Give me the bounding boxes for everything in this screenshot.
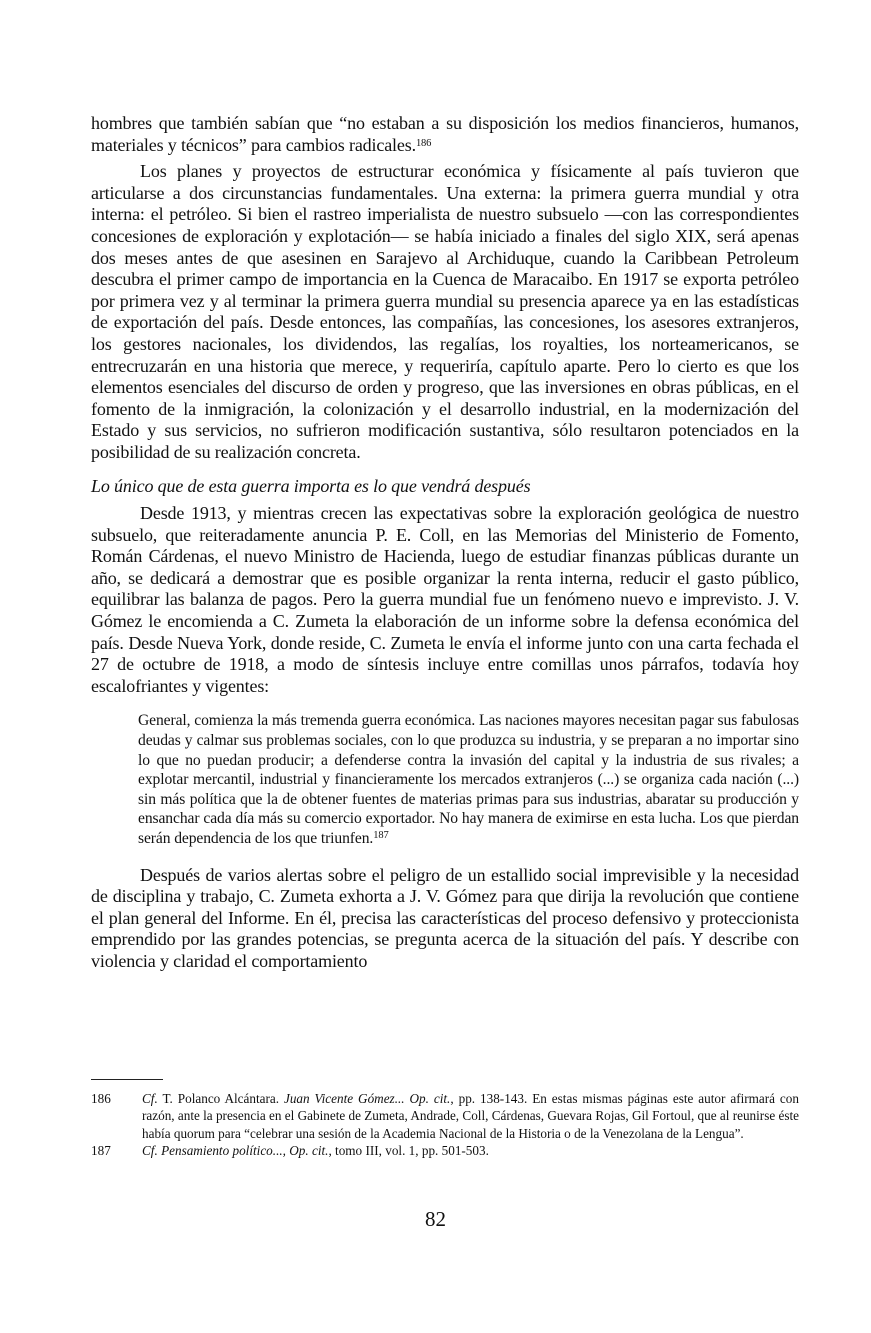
block-quote	[138, 711, 799, 848]
footnote-rest: , pp. 138-143. En estas mismas páginas este autor afirmará con razón, ante la presencia en el Gabinete de Zumeta, Andrade, Coll, Cárdenas, Guevara Rojas, Gil Fortoul, que al reunirse éste había quorum para “celebrar una sesión de la Academia Nacional de la Historia o de la Venezolana de la Lengua”.	[142, 1091, 799, 1141]
footnote-text	[142, 1142, 799, 1159]
paragraph-1	[91, 113, 799, 156]
footnote-number: 186	[91, 1091, 111, 1106]
paragraph-2: Los planes y proyectos de estructurar económica y físicamente al país tuvieron que articularse a dos circunstancias fundamentales. Una externa: la primera guerra mundial y otra interna: el petróleo. Si bien el rastreo imperialista de nuestro subsuelo —con las correspondientes concesiones de exploración y explotación— se había iniciado a finales del siglo XIX, será apenas dos meses antes de que asesinen en Sarajevo al Archiduque, cuando la Caribbean Petroleum descubra el primer campo de importancia en la Cuenca de Maracaibo. En 1917 se exporta petróleo por primera vez y al terminar la primera guerra mundial su presencia aparece ya en las estadísticas de exportación del país. Desde entonces, las compañías, las concesiones, los asesores extranjeros, los gestores nacionales, los dividendos, las regalías, los royalties, los norteamericanos, se entrecruzarán en una historia que merece, y requeriría, capítulo aparte. Pero lo cierto es que los elementos esenciales del discurso de orden y progreso, que las inversiones en obras públicas, en el fomento de la inmigración, la colonización y el desarrollo industrial, en la modernización del Estado y sus servicios, no sufrieron modificación sustantiva, sólo resultaron potenciados en la posibilidad de su realización concreta.	[91, 161, 799, 462]
paragraph-1-text: hombres que también sabían que “no estaban a su disposición los medios financieros, humanos, materiales y técnicos” para cambios radicales.	[91, 113, 799, 155]
section-heading: Lo único que de esta guerra importa es lo que vendrá después	[91, 475, 531, 496]
footnote-ref-186[interactable]: 186	[415, 137, 432, 149]
page-number: 82	[425, 1207, 446, 1231]
footnote-187	[91, 1142, 799, 1159]
paragraph-3: Desde 1913, y mientras crecen las expectativas sobre la exploración geológica de nuestro subsuelo, que reiteradamente anuncia P. E. Coll, en las Memorias del Ministerio de Fomento, Román Cárdenas, el nuevo Ministro de Hacienda, luego de estudiar finanzas públicas durante un año, se dedicará a demostrar que es posible organizar la renta interna, reducir el gasto público, equilibrar las balanza de pagos. Pero la guerra mundial fue un fenómeno nuevo e imprevisto. J. V. Gómez le encomienda a C. Zumeta la elaboración de un informe sobre la defensa económica del país. Desde Nueva York, donde reside, C. Zumeta le envía el informe junto con una carta fechada el 27 de octubre de 1918, a modo de síntesis incluye entre comillas unos párrafos, todavía hoy escalofriantes y vigentes:	[91, 503, 799, 696]
footnote-author: T. Polanco Alcántara.	[157, 1091, 284, 1106]
footnote-rest: , tomo III, vol. 1, pp. 501-503.	[328, 1143, 489, 1159]
block-quote-text: General, comienza la más tremenda guerra económica. Las naciones mayores necesitan pagar sus fabulosas deudas y calmar sus problemas sociales, con lo que produzca su industria, y se preparan a no importar sino lo que no puedan producir; a defenderse contra la invasión del capital y la industria de sus rivales; a explotar mercantil, industrial y financieramente los mercados extranjeros (...) se organiza cada nación (...) sin más política que la de obtener fuentes de materias primas para sus industrias, abaratar su producción y ensanchar cada día más su comercio exportador. No hay manera de eximirse en esta lucha. Los que pierdan serán dependencia de los que triunfen.	[138, 712, 799, 847]
paragraph-4: Después de varios alertas sobre el peligro de un estallido social imprevisible y la necesidad de disciplina y trabajo, C. Zumeta exhorta a J. V. Gómez para que dirija la revolución que contiene el plan general del Informe. En él, precisa las características del proceso defensivo y proteccionista emprendido por las grandes potencias, se pregunta acerca de la situación del país. Y describe con violencia y claridad el comportamiento	[91, 864, 799, 971]
footnote-186	[91, 1090, 799, 1142]
footnote-cf: Cf.	[142, 1091, 158, 1106]
footnote-cf: Cf.	[142, 1143, 158, 1159]
footnote-divider	[91, 1079, 163, 1080]
footnote-title: Juan Vicente Gómez... Op. cit.	[283, 1091, 451, 1106]
footnotes	[91, 1090, 799, 1160]
footnote-number: 187	[91, 1143, 111, 1159]
page-body	[91, 113, 799, 973]
footnote-ref-187[interactable]: 187	[373, 830, 389, 841]
footnote-text	[142, 1090, 799, 1142]
footnote-title: Pensamiento político..., Op. cit.	[157, 1143, 329, 1159]
